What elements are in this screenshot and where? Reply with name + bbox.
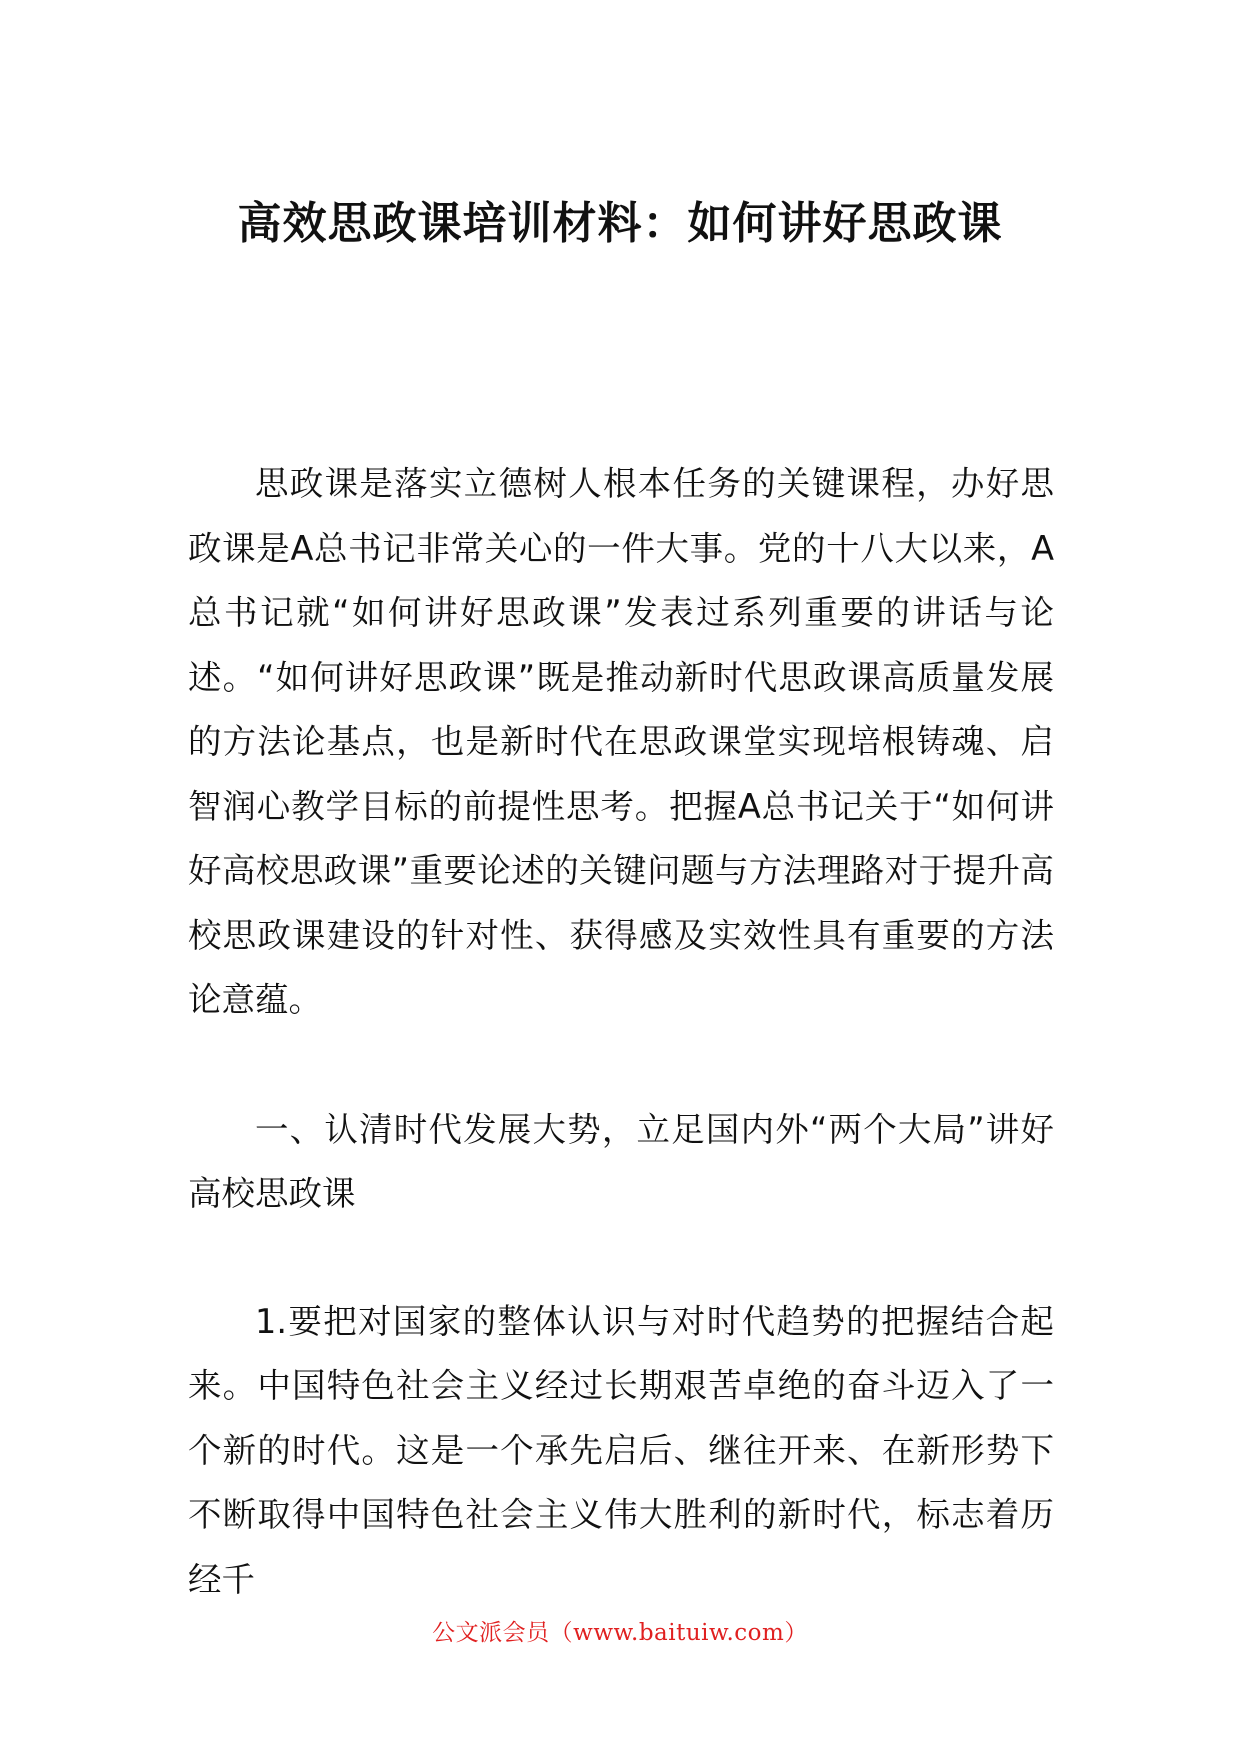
document-body	[188, 452, 1054, 1612]
section-paragraph: 1.要把对国家的整体认识与对时代趋势的把握结合起来。中国特色社会主义经过长期艰苦卓绝的奋斗迈入了一个新的时代。这是一个承先启后、继往开来、在新形势下不断取得中国特色社会主义伟大胜利的新时代，标志着历经千	[188, 1301, 1054, 1599]
footer-watermark: 公文派会员（www.baituiw.com）	[432, 1620, 808, 1646]
intro-paragraph: 思政课是落实立德树人根本任务的关键课程，办好思政课是A总书记非常关心的一件大事。党的十八大以来，A总书记就“如何讲好思政课”发表过系列重要的讲话与论述。“如何讲好思政课”既是推动新时代思政课高质量发展的方法论基点，也是新时代在思政课堂实现培根铸魂、启智润心教学目标的前提性思考。把握A总书记关于“如何讲好高校思政课”重要论述的关键问题与方法理路对于提升高校思政课建设的针对性、获得感及实效性具有重要的方法论意蕴。	[188, 464, 1054, 1019]
document-title: 高效思政课培训材料：如何讲好思政课	[237, 198, 1003, 249]
section-heading: 一、认清时代发展大势，立足国内外“两个大局”讲好高校思政课	[188, 1109, 1054, 1213]
